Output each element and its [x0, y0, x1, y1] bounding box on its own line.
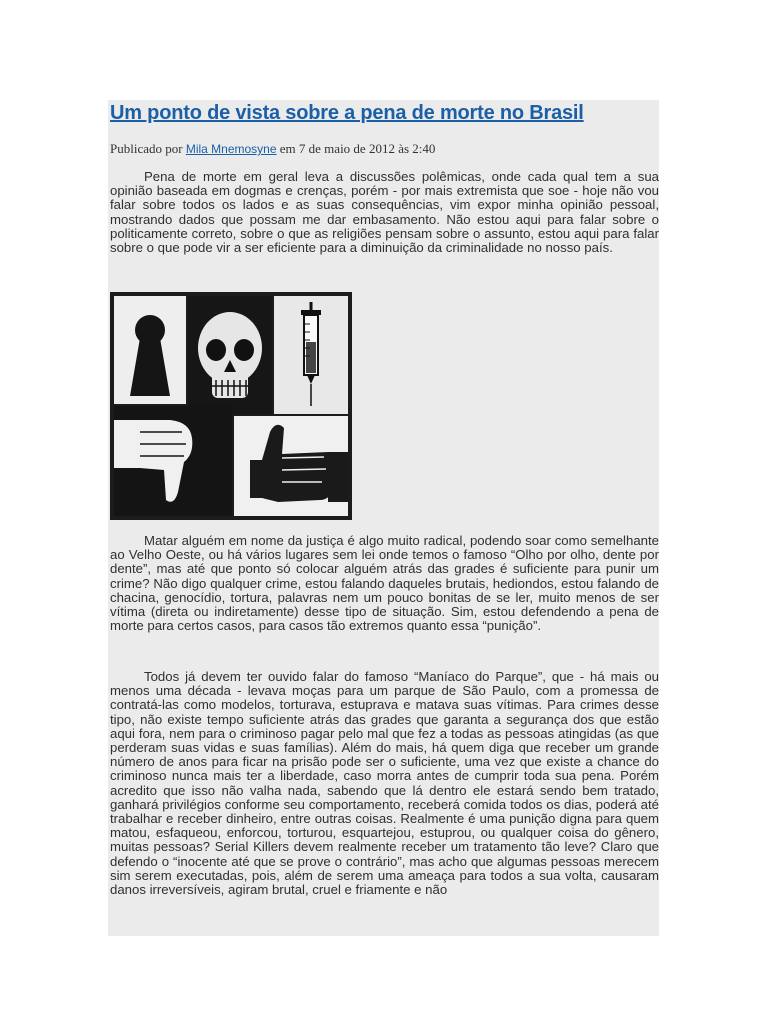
article-page — [108, 100, 659, 936]
death-penalty-illustration — [110, 292, 352, 520]
byline-prefix: Publicado por — [110, 141, 183, 156]
byline — [110, 141, 435, 157]
author-link[interactable]: Mila Mnemosyne — [185, 142, 277, 156]
article-paragraph-2: Matar alguém em nome da justiça é algo muito radical, podendo soar como semelhante ao Velho Oeste, ou há vários lugares sem lei onde temos o famoso “Olho por olho, dente por dente”, mas até que ponto só colocar alguém atrás das grades é suficiente para punir um crime? Não digo qualquer crime, estou falando daqueles brutais, hediondos, estou falando de chacina, genocídio, tortura, palavras nem um pouco bonitas de se ler, muito menos de ser vítima (direta ou indiretamente) desse tipo de situação. Sim, estou defendendo a pena de morte para certos casos, para casos tão extremos quanto essa “punição”. — [110, 533, 659, 634]
article-paragraph-1: Pena de morte em geral leva a discussões polêmicas, onde cada qual tem a sua opinião baseada em dogmas e crenças, porém - por mais extremista que soe - hoje não vou falar sobre todos os lados e as suas consequências, vim expor minha opinião pessoal, mostrando dados que possam me dar embasamento. Não estou aqui para falar sobre o politicamente correto, sobre o que as religiões pensam sobre o assunto, estou aqui para falar sobre o que pode vir a ser eficiente para a diminuição da criminalidade no nosso país. — [110, 169, 659, 256]
article-paragraph-3: Todos já devem ter ouvido falar do famoso “Maníaco do Parque”, que - há mais ou menos uma década - levava moças para um parque de São Paulo, com a promessa de contratá-las como modelos, torturava, estuprava e matava suas vítimas. Para crimes desse tipo, não existe tempo suficiente atrás das grades que garanta a segurança dos que estão aqui fora, nem para o criminoso pagar pelo mal que fez a todas as pessoas atingidas (as que perderam suas vidas e suas famílias). Além do mais, há quem diga que receber um grande número de anos para ficar na prisão pode ser o suficiente, uma vez que existe a chance do criminoso nunca mais ter a liberdade, caso morra antes de cumprir toda sua pena. Porém acredito que isso não valha nada, sabendo que lá dentro ele estará sendo bem tratado, ganhará privilégios conforme seu comportamento, receberá comida todos os dias, poderá até trabalhar e receber dinheiro, entre outras coisas. Realmente é uma punição digna para quem matou, esfaqueou, enforcou, torturou, esquartejou, estuprou, ou qualquer coisa do gênero, muitas pessoas? Serial Killers devem realmente receber um tratamento tão leve? Claro que defendo o “inocente até que se prove o contrário”, mas acho que algumas pessoas merecem sim serem executadas, pois, além de serem uma ameaça para todos a sua volta, causaram danos irreversíveis, agiram brutal, cruel e friamente e não — [110, 669, 659, 898]
article-title[interactable]: Um ponto de vista sobre a pena de morte no Brasil — [110, 102, 584, 124]
byline-date: em 7 de maio de 2012 às 2:40 — [279, 141, 436, 156]
